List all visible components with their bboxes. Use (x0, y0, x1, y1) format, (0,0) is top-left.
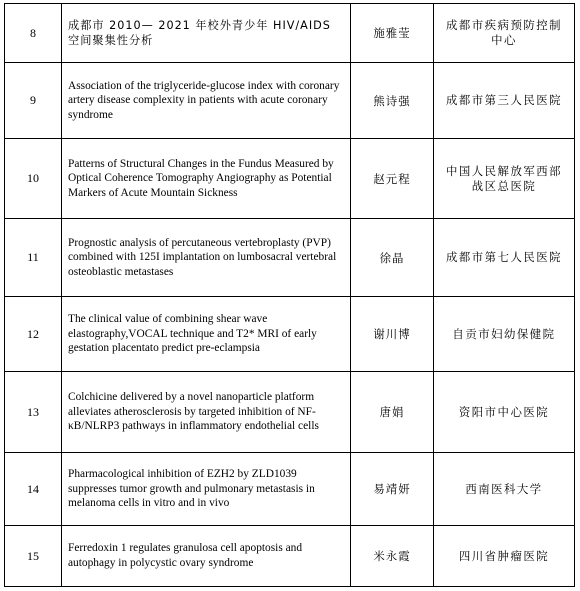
row-number: 9 (5, 63, 62, 139)
author-name: 熊诗强 (351, 63, 434, 139)
paper-title: Colchicine delivered by a novel nanoparticle platform alleviates atherosclerosis by targeted inhibition of NF-κB/NLRP3 pathways in inflammatory endothelial cells (62, 372, 351, 453)
table-row (5, 139, 575, 219)
paper-title: The clinical value of combining shear wave elastography,VOCAL technique and T2* MRI of early gestation placentato predict pre-eclampsia (62, 297, 351, 372)
row-number: 12 (5, 297, 62, 372)
institution-name: 成都市第三人民医院 (434, 63, 575, 139)
row-number: 14 (5, 453, 62, 526)
author-name: 米永霞 (351, 526, 434, 587)
author-name: 施雅莹 (351, 4, 434, 63)
table-row (5, 453, 575, 526)
awards-table (4, 3, 575, 587)
paper-title: Patterns of Structural Changes in the Fundus Measured by Optical Coherence Tomography Angiography as Potential Markers of Acute Mountain Sickness (62, 139, 351, 219)
row-number: 13 (5, 372, 62, 453)
author-name: 易靖妍 (351, 453, 434, 526)
institution-name: 成都市第七人民医院 (434, 219, 575, 297)
author-name: 唐娟 (351, 372, 434, 453)
row-number: 15 (5, 526, 62, 587)
institution-name: 四川省肿瘤医院 (434, 526, 575, 587)
paper-title: Pharmacological inhibition of EZH2 by ZLD1039 suppresses tumor growth and pulmonary metastasis in melanoma cells in vitro and in vivo (62, 453, 351, 526)
author-name: 谢川博 (351, 297, 434, 372)
author-name: 徐晶 (351, 219, 434, 297)
institution-name: 中国人民解放军西部战区总医院 (434, 139, 575, 219)
row-number: 11 (5, 219, 62, 297)
table-row (5, 526, 575, 587)
institution-name: 西南医科大学 (434, 453, 575, 526)
institution-name: 资阳市中心医院 (434, 372, 575, 453)
paper-title: Ferredoxin 1 regulates granulosa cell apoptosis and autophagy in polycystic ovary syndrome (62, 526, 351, 587)
row-number: 10 (5, 139, 62, 219)
row-number: 8 (5, 4, 62, 63)
paper-title: 成都市 2010— 2021 年校外青少年 HIV/AIDS 空间聚集性分析 (62, 4, 351, 63)
paper-title: Association of the triglyceride-glucose index with coronary artery disease complexity in patients with acute coronary syndrome (62, 63, 351, 139)
table-row (5, 63, 575, 139)
table-row (5, 297, 575, 372)
table-row (5, 4, 575, 63)
author-name: 赵元程 (351, 139, 434, 219)
table-row (5, 219, 575, 297)
paper-title: Prognostic analysis of percutaneous vertebroplasty (PVP) combined with 125I implantation on lumbosacral vertebral osteoblastic metastases (62, 219, 351, 297)
institution-name: 成都市疾病预防控制中心 (434, 4, 575, 63)
table-row (5, 372, 575, 453)
institution-name: 自贡市妇幼保健院 (434, 297, 575, 372)
